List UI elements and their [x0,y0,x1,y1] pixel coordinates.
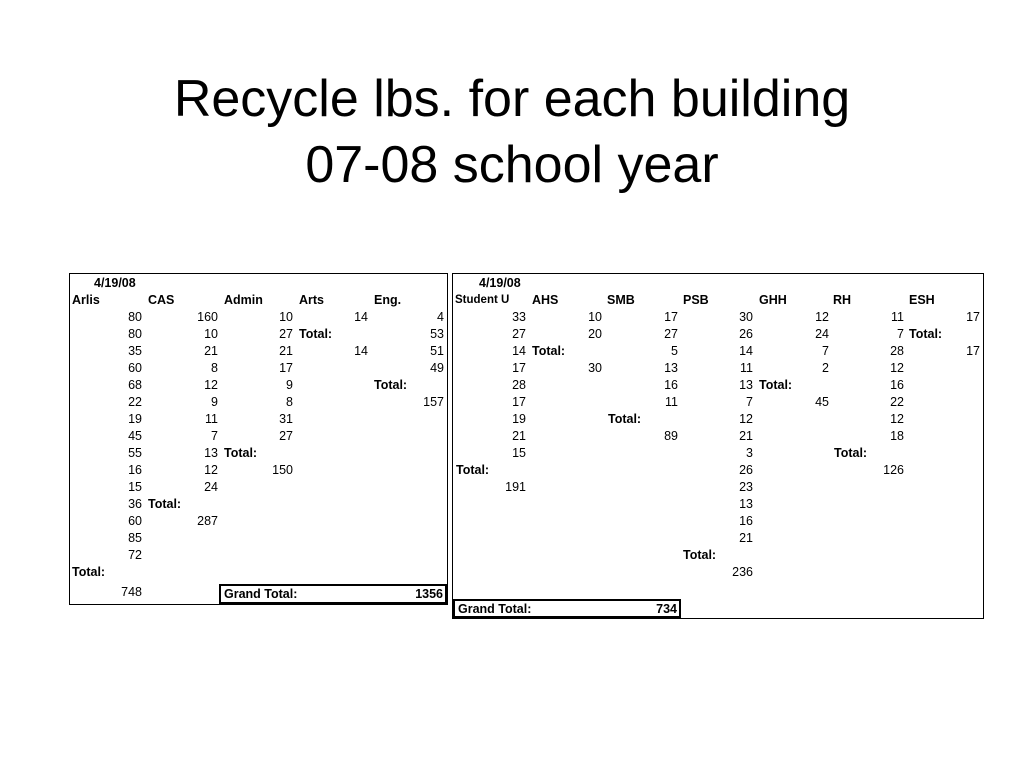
header-cas: CAS [148,293,175,307]
psb-value: 14 [739,344,753,358]
smb-total-value: 89 [664,429,678,443]
arlis-value: 60 [128,361,142,375]
grand-total-label: Grand Total: [224,587,298,601]
title-line-2: 07-08 school year [305,136,719,194]
rh-value: 12 [890,412,904,426]
arlis-value: 15 [128,480,142,494]
grand-total-value: 734 [656,602,677,616]
admin-value: 31 [279,412,293,426]
eng-total-label: Total: [374,378,408,392]
grand-total-box [219,584,447,604]
cas-value: 21 [204,344,218,358]
cas-value: 13 [204,446,218,460]
admin-value: 9 [286,378,293,392]
psb-value: 12 [739,412,753,426]
smb-value: 5 [671,344,678,358]
slide-title [0,66,1024,198]
student-u-value: 21 [512,429,526,443]
psb-value: 11 [740,361,753,375]
rh-value: 11 [891,310,904,324]
psb-value: 13 [739,378,753,392]
ghh-value: 45 [815,395,829,409]
rh-value: 28 [890,344,904,358]
admin-value: 27 [279,327,293,341]
psb-value: 16 [739,514,753,528]
student-u-value: 27 [512,327,526,341]
psb-value: 26 [739,327,753,341]
admin-value: 8 [286,395,293,409]
rh-value: 16 [890,378,904,392]
ghh-value: 2 [822,361,829,375]
cas-value: 160 [197,310,218,324]
ahs-value: 10 [588,310,602,324]
right-recycle-table [452,273,984,619]
psb-total-value: 236 [732,565,753,579]
arlis-value: 55 [128,446,142,460]
admin-total-value: 150 [272,463,293,477]
date-cell: 4/19/08 [94,276,136,290]
arlis-value: 80 [128,327,142,341]
eng-value: 53 [430,327,444,341]
cas-value: 9 [211,395,218,409]
cas-value: 8 [211,361,218,375]
ghh-value: 7 [822,344,829,358]
admin-value: 17 [279,361,293,375]
arlis-value: 22 [128,395,142,409]
cas-total-value: 287 [197,514,218,528]
student-u-value: 19 [512,412,526,426]
student-u-value: 33 [512,310,526,324]
rh-value: 18 [890,429,904,443]
arts-value: 14 [354,344,368,358]
date-cell: 4/19/08 [479,276,521,290]
psb-value: 21 [739,429,753,443]
student-u-total-label: Total: [456,463,490,477]
smb-value: 17 [664,310,678,324]
ahs-value: 30 [588,361,602,375]
ghh-value: 24 [815,327,829,341]
student-u-value: 14 [512,344,526,358]
smb-value: 13 [664,361,678,375]
header-psb: PSB [683,293,709,307]
admin-value: 21 [279,344,293,358]
psb-value: 26 [739,463,753,477]
eng-value: 49 [430,361,444,375]
grand-total-label: Grand Total: [458,602,532,616]
esh-total-label: Total: [909,327,943,341]
cas-value: 12 [204,378,218,392]
header-eng: Eng. [374,293,402,307]
eng-value: 4 [437,310,444,324]
smb-value: 27 [664,327,678,341]
student-u-value: 17 [512,361,526,375]
psb-value: 30 [739,310,753,324]
left-recycle-table [69,273,448,605]
psb-value: 23 [739,480,753,494]
arlis-total-value: 748 [121,585,142,599]
rh-value: 7 [897,327,904,341]
arlis-value: 72 [128,548,142,562]
rh-value: 22 [890,395,904,409]
header-ahs: AHS [532,293,559,307]
cas-total-label: Total: [148,497,182,511]
eng-total-value: 157 [423,395,444,409]
arts-total-label: Total: [299,327,333,341]
grand-total-box [453,599,681,618]
arlis-value: 68 [128,378,142,392]
student-u-total-value: 191 [505,480,526,494]
arlis-value: 19 [128,412,142,426]
psb-value: 13 [739,497,753,511]
eng-value: 51 [430,344,444,358]
psb-value: 7 [746,395,753,409]
arlis-total-label: Total: [72,565,106,579]
esh-value: 17 [966,310,980,324]
smb-total-label: Total: [608,412,642,426]
ghh-total-label: Total: [759,378,793,392]
rh-total-value: 126 [883,463,904,477]
arlis-value: 45 [128,429,142,443]
arlis-value: 85 [128,531,142,545]
title-line-1: Recycle lbs. for each building [173,70,851,128]
header-student-u: Student U [455,294,510,306]
esh-value: 17 [966,344,980,358]
arlis-value: 16 [128,463,142,477]
smb-value: 16 [664,378,678,392]
arlis-value: 80 [128,310,142,324]
arlis-value: 60 [128,514,142,528]
arlis-value: 36 [128,497,142,511]
admin-value: 27 [279,429,293,443]
arlis-value: 35 [128,344,142,358]
arts-value: 14 [354,310,368,324]
cas-value: 24 [204,480,218,494]
admin-total-label: Total: [224,446,258,460]
header-admin: Admin [224,293,263,307]
cas-value: 10 [204,327,218,341]
header-arts: Arts [299,293,325,307]
header-ghh: GHH [759,293,787,307]
grand-total-value: 1356 [415,587,443,601]
rh-value: 12 [890,361,904,375]
cas-value: 7 [211,429,218,443]
smb-value: 11 [665,395,678,409]
psb-total-label: Total: [683,548,717,562]
ghh-value: 12 [815,310,829,324]
ahs-total-label: Total: [532,344,566,358]
rh-total-label: Total: [834,446,868,460]
student-u-value: 15 [512,446,526,460]
cas-value: 11 [205,412,218,426]
header-arlis: Arlis [72,293,100,307]
psb-value: 21 [739,531,753,545]
student-u-value: 28 [512,378,526,392]
admin-value: 10 [279,310,293,324]
psb-value: 3 [746,446,753,460]
ahs-value: 20 [588,327,602,341]
cas-value: 12 [204,463,218,477]
header-smb: SMB [607,293,635,307]
header-esh: ESH [909,293,935,307]
student-u-value: 17 [512,395,526,409]
header-rh: RH [833,293,852,307]
